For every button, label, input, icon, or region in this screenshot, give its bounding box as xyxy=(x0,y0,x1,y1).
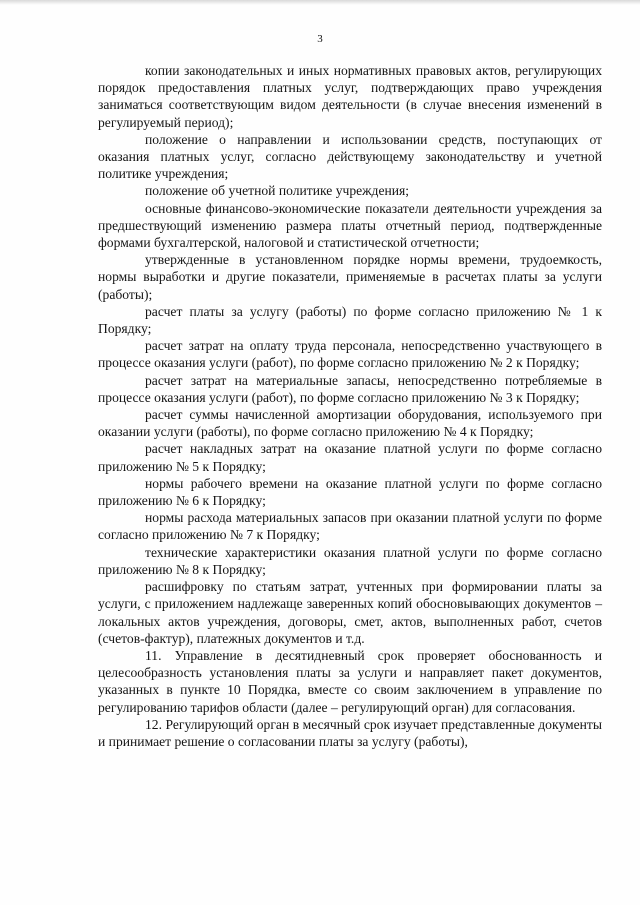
paragraph-financial-indicators: основные финансово-экономические показатели деятельности учреждения за предшествующий изменению размера платы отчетный период, подтвержденные формами бухгалтерской, налоговой и статистической отчетности; xyxy=(98,200,602,251)
paragraph-time-norms: утвержденные в установленном порядке нормы времени, трудоемкость, нормы выработки и другие показатели, применяемые в расчетах платы за услуги (работы); xyxy=(98,252,602,302)
scan-top-edge xyxy=(0,0,640,5)
paragraph-accounting-policy: положение об учетной политике учреждения; xyxy=(145,183,410,199)
paragraph-annex-6: нормы рабочего времени на оказание платной услуги по форме согласно приложению № 6 к Порядку; xyxy=(98,475,602,509)
paragraph-annex-2: расчет затрат на оплату труда персонала, непосредственно участвующего в процессе оказания услуги (работ), по форме согласно приложению № 2 к Порядку; xyxy=(98,338,602,371)
paragraph-annex-3: расчет затрат на материальные запасы, непосредственно потребляемые в процессе оказания услуги (работ), по форме согласно приложению № 3 к Порядку; xyxy=(98,372,602,405)
paragraph-annex-8: технические характеристики оказания платной услуги по форме согласно приложению № 8 к Порядку; xyxy=(98,544,602,577)
clause-12: 12. Регулирующий орган в месячный срок изучает представленные документы и принимает решение о согласовании платы за услугу (работы), xyxy=(98,716,602,749)
paragraph-annex-1: расчет платы за услугу (работы) по форме согласно приложению № 1 к Порядку; xyxy=(98,303,602,337)
paragraph-annex-5: расчет накладных затрат на оказание платной услуги по форме согласно приложению № 5 к Порядку; xyxy=(98,441,602,474)
document-body xyxy=(98,62,602,750)
paragraph-annex-4: расчет суммы начисленной амортизации оборудования, используемого при оказании услуги (работы), по форме согласно приложению № 4 к Порядку; xyxy=(98,407,602,440)
paragraph-cost-breakdown: расшифровку по статьям затрат, учтенных при формировании платы за услуги, с приложением надлежаще заверенных копий обосновывающих документов – локальных актов учреждения, договоры, смет, актов, выполненных работ, счетов (счетов-фактур), платежных документов и т.д. xyxy=(98,579,602,646)
paragraph-funds-regulation: положение о направлении и использовании средств, поступающих от оказания платных услуг, согласно действующему законодательству и учетной политике учреждения; xyxy=(98,131,602,182)
page-number: 3 xyxy=(317,33,323,45)
paragraph-annex-7: нормы расхода материальных запасов при оказании платной услуги по форме согласно приложению № 7 к Порядку; xyxy=(98,510,602,543)
clause-11: 11. Управление в десятидневный срок проверяет обоснованность и целесообразность установления платы за услуги и направляет пакет документов, указанных в пункте 10 Порядка, вместе со своим заключением в управление по регулированию тарифов области (далее – регулирующий орган) для согласования. xyxy=(98,647,602,715)
paragraph-copies-of-acts: копии законодательных и иных нормативных правовых актов, регулирующих порядок предоставления платных услуг, подтверждающих право учреждения заниматься соответствующим видом деятельности (в случае внесения изменений в регулируемый период); xyxy=(98,63,602,130)
